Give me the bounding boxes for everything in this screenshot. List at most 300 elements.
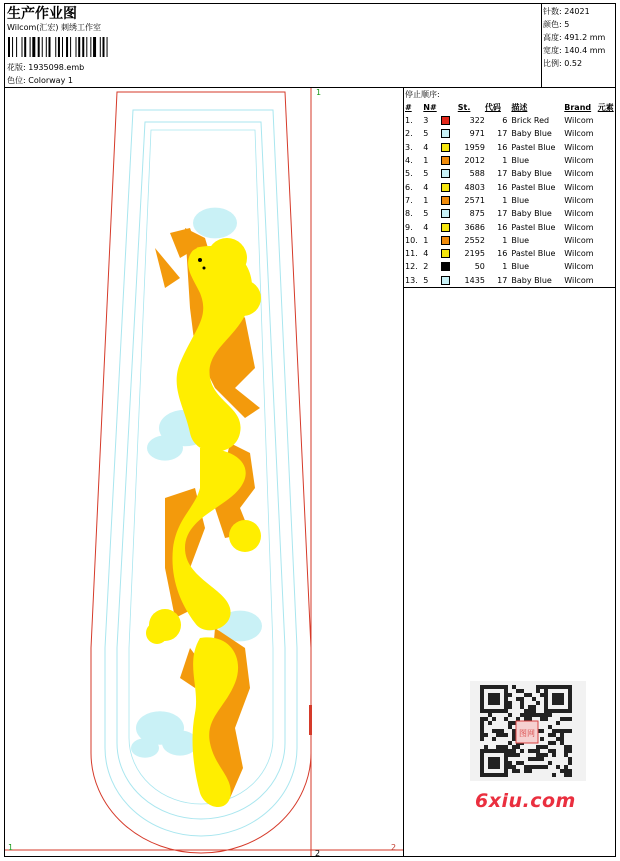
qr-module: [536, 701, 540, 705]
barcode-bar: [76, 37, 77, 57]
qr-module: [516, 753, 520, 757]
qr-module: [544, 745, 548, 749]
dragon-claw: [207, 238, 247, 278]
qr-module: [540, 685, 544, 689]
table-row: [405, 260, 620, 273]
qr-module: [552, 729, 556, 733]
qr-module: [536, 749, 540, 753]
colorway-row: [7, 75, 73, 86]
row-brand: Wilcom: [564, 169, 594, 179]
qr-module: [500, 729, 504, 733]
row-stitches: 2195: [464, 249, 485, 259]
row-needle: 5: [423, 275, 429, 285]
qr-module: [568, 773, 572, 777]
qr-module: [520, 697, 524, 701]
table-row: [405, 194, 620, 207]
qr-module: [540, 737, 544, 741]
qr-module: [536, 685, 540, 689]
qr-module: [500, 745, 504, 749]
dragon-nostril: [203, 267, 206, 270]
row-needle: 5: [423, 129, 429, 139]
row-brand: Wilcom: [564, 182, 594, 192]
dragon-claw: [225, 280, 261, 316]
row-swatch: [441, 260, 458, 273]
row-needle: 4: [423, 142, 429, 152]
design-file-row: [7, 62, 84, 73]
row-code: 1: [502, 195, 508, 205]
row-needle: 1: [423, 156, 429, 166]
qr-module: [540, 753, 544, 757]
qr-module: [544, 765, 548, 769]
qr-module: [560, 733, 564, 737]
barcode-bar: [38, 37, 40, 57]
barcode-bar: [16, 37, 17, 57]
qr-module: [508, 765, 512, 769]
qr-module: [540, 729, 544, 733]
row-index: 2.: [405, 129, 413, 139]
qr-finder-core: [552, 693, 564, 705]
dragon-claw: [146, 622, 168, 644]
qr-module: [540, 745, 544, 749]
qr-module: [512, 769, 516, 773]
table-row: [405, 274, 620, 287]
qr-module: [568, 745, 572, 749]
qr-module: [512, 733, 516, 737]
sequence-divider: [403, 287, 616, 288]
qr-module: [568, 717, 572, 721]
stats-divider: [541, 3, 542, 87]
qr-module: [548, 761, 552, 765]
barcode-bar: [58, 37, 60, 57]
qr-module: [560, 769, 564, 773]
row-swatch: [441, 141, 458, 154]
qr-module: [508, 721, 512, 725]
barcode-bar: [49, 37, 51, 57]
row-code: 1: [502, 262, 508, 272]
row-index: 4.: [405, 156, 413, 166]
qr-module: [480, 733, 484, 737]
row-element: [598, 247, 620, 260]
row-brand: Wilcom: [564, 129, 594, 139]
company-name: Wilcom(汇宏) 刺绣工作室: [7, 23, 102, 32]
row-description: Blue: [511, 195, 530, 205]
table-row: [405, 154, 620, 167]
row-index: 6.: [405, 182, 413, 192]
barcode-bar: [107, 37, 108, 57]
marker-bottom-mid: 2: [315, 849, 321, 858]
barcode-bar: [90, 37, 91, 57]
marker-bottom-right: 2: [391, 843, 397, 852]
qr-module: [560, 729, 564, 733]
qr-module: [508, 741, 512, 745]
qr-module: [532, 713, 536, 717]
qr-module: [528, 705, 532, 709]
color-swatch: [441, 223, 450, 232]
color-swatch: [441, 183, 450, 192]
row-brand: Wilcom: [564, 222, 594, 232]
qr-module: [548, 713, 552, 717]
qr-module: [564, 765, 568, 769]
row-brand: Wilcom: [564, 275, 594, 285]
stop-sequence-table: [405, 101, 620, 287]
qr-module: [564, 749, 568, 753]
row-description: Blue: [511, 262, 530, 272]
row-needle: 4: [423, 182, 429, 192]
qr-module: [532, 749, 536, 753]
barcode-bar: [46, 37, 47, 57]
table-row: [405, 141, 620, 154]
qr-module: [528, 713, 532, 717]
row-needle: 5: [423, 209, 429, 219]
row-stitches: 322: [469, 116, 485, 126]
col-brand: Brand: [564, 103, 592, 112]
color-swatch: [441, 209, 450, 218]
row-code: 17: [497, 275, 508, 285]
stop-sequence-title: 停止顺序:: [405, 90, 440, 99]
row-element: [598, 141, 620, 154]
qr-module: [548, 733, 552, 737]
col-description: 描述: [511, 103, 528, 112]
row-stitches: 2571: [464, 195, 485, 205]
stat-width: 宽度: 140.4 mm: [543, 46, 606, 55]
qr-module: [568, 769, 572, 773]
row-element: [598, 260, 620, 273]
qr-module: [512, 729, 516, 733]
row-code: 6: [502, 116, 508, 126]
dragon-eye: [198, 258, 202, 262]
qr-module: [536, 689, 540, 693]
qr-module: [540, 765, 544, 769]
row-element: [598, 274, 620, 287]
qr-module: [532, 697, 536, 701]
row-needle: 2: [423, 262, 429, 272]
row-needle: 4: [423, 222, 429, 232]
row-stitches: 971: [469, 129, 485, 139]
color-swatch: [441, 129, 450, 138]
row-index: 10.: [405, 235, 418, 245]
qr-module: [528, 693, 532, 697]
qr-module: [544, 713, 548, 717]
stat-colors: 颜色: 5: [543, 20, 570, 29]
color-swatch: [441, 196, 450, 205]
qr-module: [516, 745, 520, 749]
qr-module: [536, 757, 540, 761]
design-file-value: 1935098.emb: [28, 63, 85, 72]
row-code: 16: [497, 142, 508, 152]
row-stitches: 1959: [464, 142, 485, 152]
marker-top: 1: [316, 88, 322, 97]
qr-module: [512, 745, 516, 749]
qr-module: [520, 705, 524, 709]
color-swatch: [441, 276, 450, 285]
qr-module: [520, 749, 524, 753]
col-number: #: [405, 103, 412, 112]
qr-module: [556, 721, 560, 725]
qr-module: [564, 773, 568, 777]
qr-module: [508, 693, 512, 697]
dragon-claw: [229, 520, 261, 552]
qr-module: [496, 745, 500, 749]
qr-module: [536, 753, 540, 757]
row-brand: Wilcom: [564, 156, 594, 166]
barcode-bar: [103, 37, 105, 57]
qr-module: [536, 765, 540, 769]
color-swatch: [441, 116, 450, 125]
qr-module: [552, 753, 556, 757]
col-stitches: St.: [457, 103, 471, 112]
row-brand: Wilcom: [564, 262, 594, 272]
table-row: [405, 114, 620, 127]
qr-module: [552, 733, 556, 737]
qr-module: [564, 753, 568, 757]
row-swatch: [441, 220, 458, 233]
qr-code: [470, 681, 586, 781]
row-needle: 4: [423, 249, 429, 259]
row-description: Pastel Blue: [511, 142, 556, 152]
row-code: 1: [502, 156, 508, 166]
row-description: Blue: [511, 235, 530, 245]
barcode-bar: [100, 37, 101, 57]
barcode-bar: [86, 37, 87, 57]
qr-module: [508, 713, 512, 717]
qr-module: [496, 729, 500, 733]
qr-module: [520, 689, 524, 693]
qr-module: [568, 761, 572, 765]
qr-module: [512, 753, 516, 757]
qr-module: [484, 745, 488, 749]
row-swatch: [441, 154, 458, 167]
qr-module: [524, 709, 528, 713]
qr-module: [540, 717, 544, 721]
row-element: [598, 127, 620, 140]
qr-module: [508, 753, 512, 757]
row-stitches: 50: [474, 262, 485, 272]
row-description: Baby Blue: [511, 275, 552, 285]
qr-module: [532, 757, 536, 761]
row-needle: 3: [423, 116, 429, 126]
row-needle: 5: [423, 169, 429, 179]
qr-module: [516, 717, 520, 721]
marker-bottom-left: 1: [8, 843, 14, 852]
row-description: Brick Red: [511, 116, 550, 126]
qr-module: [516, 697, 520, 701]
qr-finder-core: [488, 693, 500, 705]
sheet-title: 生产作业图: [7, 6, 77, 22]
row-code: 1: [502, 235, 508, 245]
barcode-bar: [66, 37, 68, 57]
row-swatch: [441, 247, 458, 260]
row-index: 5.: [405, 169, 413, 179]
qr-module: [516, 769, 520, 773]
qr-module: [524, 713, 528, 717]
row-description: Baby Blue: [511, 129, 552, 139]
row-swatch: [441, 207, 458, 220]
qr-module: [524, 717, 528, 721]
barcode-bar: [55, 37, 56, 57]
row-code: 17: [497, 169, 508, 179]
qr-module: [512, 721, 516, 725]
row-swatch: [441, 127, 458, 140]
row-description: Pastel Blue: [511, 222, 556, 232]
qr-finder-core: [488, 757, 500, 769]
row-swatch: [441, 274, 458, 287]
row-element: [598, 220, 620, 233]
row-swatch: [441, 194, 458, 207]
colorway-label: 色位:: [7, 76, 26, 85]
row-index: 3.: [405, 142, 413, 152]
qr-module: [560, 737, 564, 741]
color-swatch: [441, 262, 450, 271]
qr-module: [504, 733, 508, 737]
row-stitches: 2552: [464, 235, 485, 245]
table-row: [405, 167, 620, 180]
row-brand: Wilcom: [564, 195, 594, 205]
qr-module: [544, 753, 548, 757]
qr-module: [568, 729, 572, 733]
row-element: [598, 207, 620, 220]
cloud-motif: [193, 208, 237, 239]
row-stitches: 4803: [464, 182, 485, 192]
barcode-bar: [78, 37, 80, 57]
qr-module: [504, 745, 508, 749]
qr-module: [556, 729, 560, 733]
row-element: [598, 114, 620, 127]
qr-module: [480, 721, 484, 725]
row-brand: Wilcom: [564, 235, 594, 245]
qr-module: [568, 757, 572, 761]
qr-module: [548, 725, 552, 729]
qr-module: [492, 737, 496, 741]
qr-module: [480, 725, 484, 729]
table-row: [405, 247, 620, 260]
qr-module: [556, 765, 560, 769]
qr-module: [528, 717, 532, 721]
qr-module: [484, 733, 488, 737]
qr-module: [548, 741, 552, 745]
cloud-motif: [147, 435, 183, 460]
qr-module: [516, 689, 520, 693]
qr-module: [532, 765, 536, 769]
row-description: Baby Blue: [511, 209, 552, 219]
qr-module: [488, 721, 492, 725]
qr-module: [508, 749, 512, 753]
col-code: 代码: [484, 103, 501, 112]
qr-module: [548, 749, 552, 753]
row-element: [598, 154, 620, 167]
qr-module: [564, 717, 568, 721]
row-brand: Wilcom: [564, 209, 594, 219]
table-row: [405, 180, 620, 193]
qr-module: [528, 769, 532, 773]
color-swatch: [441, 143, 450, 152]
qr-stamp-text: 图网: [519, 729, 535, 738]
row-stitches: 1435: [464, 275, 485, 285]
barcode-bar: [24, 37, 26, 57]
barcode-bar: [12, 37, 13, 57]
row-code: 16: [497, 249, 508, 259]
row-index: 7.: [405, 195, 413, 205]
row-code: 16: [497, 182, 508, 192]
qr-module: [544, 717, 548, 721]
row-stitches: 875: [469, 209, 485, 219]
barcode-bar: [8, 37, 10, 57]
qr-module: [488, 713, 492, 717]
row-element: [598, 180, 620, 193]
qr-module: [556, 737, 560, 741]
qr-module: [560, 717, 564, 721]
row-code: 17: [497, 209, 508, 219]
qr-module: [508, 705, 512, 709]
panel-divider: [403, 87, 404, 857]
table-row: [405, 234, 620, 247]
qr-module: [508, 761, 512, 765]
row-element: [598, 234, 620, 247]
qr-module: [540, 713, 544, 717]
row-needle: 1: [423, 235, 429, 245]
barcode-bar: [42, 37, 43, 57]
stat-stitches: 针数: 24021: [543, 7, 590, 16]
row-stitches: 3686: [464, 222, 485, 232]
qr-module: [496, 733, 500, 737]
qr-module: [524, 765, 528, 769]
row-description: Blue: [511, 156, 530, 166]
qr-module: [536, 713, 540, 717]
stats-panel: [543, 5, 605, 70]
qr-module: [560, 741, 564, 745]
row-brand: Wilcom: [564, 249, 594, 259]
col-element: 元素: [597, 103, 614, 112]
row-element: [598, 194, 620, 207]
needle-marker: [309, 705, 312, 735]
qr-module: [552, 741, 556, 745]
row-index: 11.: [405, 249, 418, 259]
color-swatch: [441, 236, 450, 245]
row-swatch: [441, 167, 458, 180]
qr-module: [480, 737, 484, 741]
row-brand: Wilcom: [564, 116, 594, 126]
qr-module: [524, 769, 528, 773]
row-stitches: 2012: [464, 156, 485, 166]
row-description: Pastel Blue: [511, 249, 556, 259]
row-brand: Wilcom: [564, 142, 594, 152]
barcode-bar: [93, 37, 96, 57]
row-index: 8.: [405, 209, 413, 219]
qr-module: [540, 757, 544, 761]
qr-module: [532, 709, 536, 713]
row-index: 12.: [405, 262, 418, 272]
qr-module: [508, 701, 512, 705]
barcode-bar: [32, 37, 35, 57]
qr-module: [528, 709, 532, 713]
row-swatch: [441, 180, 458, 193]
qr-module: [540, 693, 544, 697]
barcode-bar: [82, 37, 84, 57]
qr-module: [512, 749, 516, 753]
barcode-bar: [30, 37, 31, 57]
barcode: [8, 37, 138, 57]
qr-module: [564, 769, 568, 773]
qr-module: [536, 745, 540, 749]
row-needle: 1: [423, 195, 429, 205]
row-element: [598, 167, 620, 180]
table-header-row: [405, 101, 620, 114]
col-swatch: [441, 101, 458, 114]
row-code: 16: [497, 222, 508, 232]
design-file-label: 花版:: [7, 63, 26, 72]
row-index: 1.: [405, 116, 413, 126]
color-swatch: [441, 169, 450, 178]
row-swatch: [441, 234, 458, 247]
